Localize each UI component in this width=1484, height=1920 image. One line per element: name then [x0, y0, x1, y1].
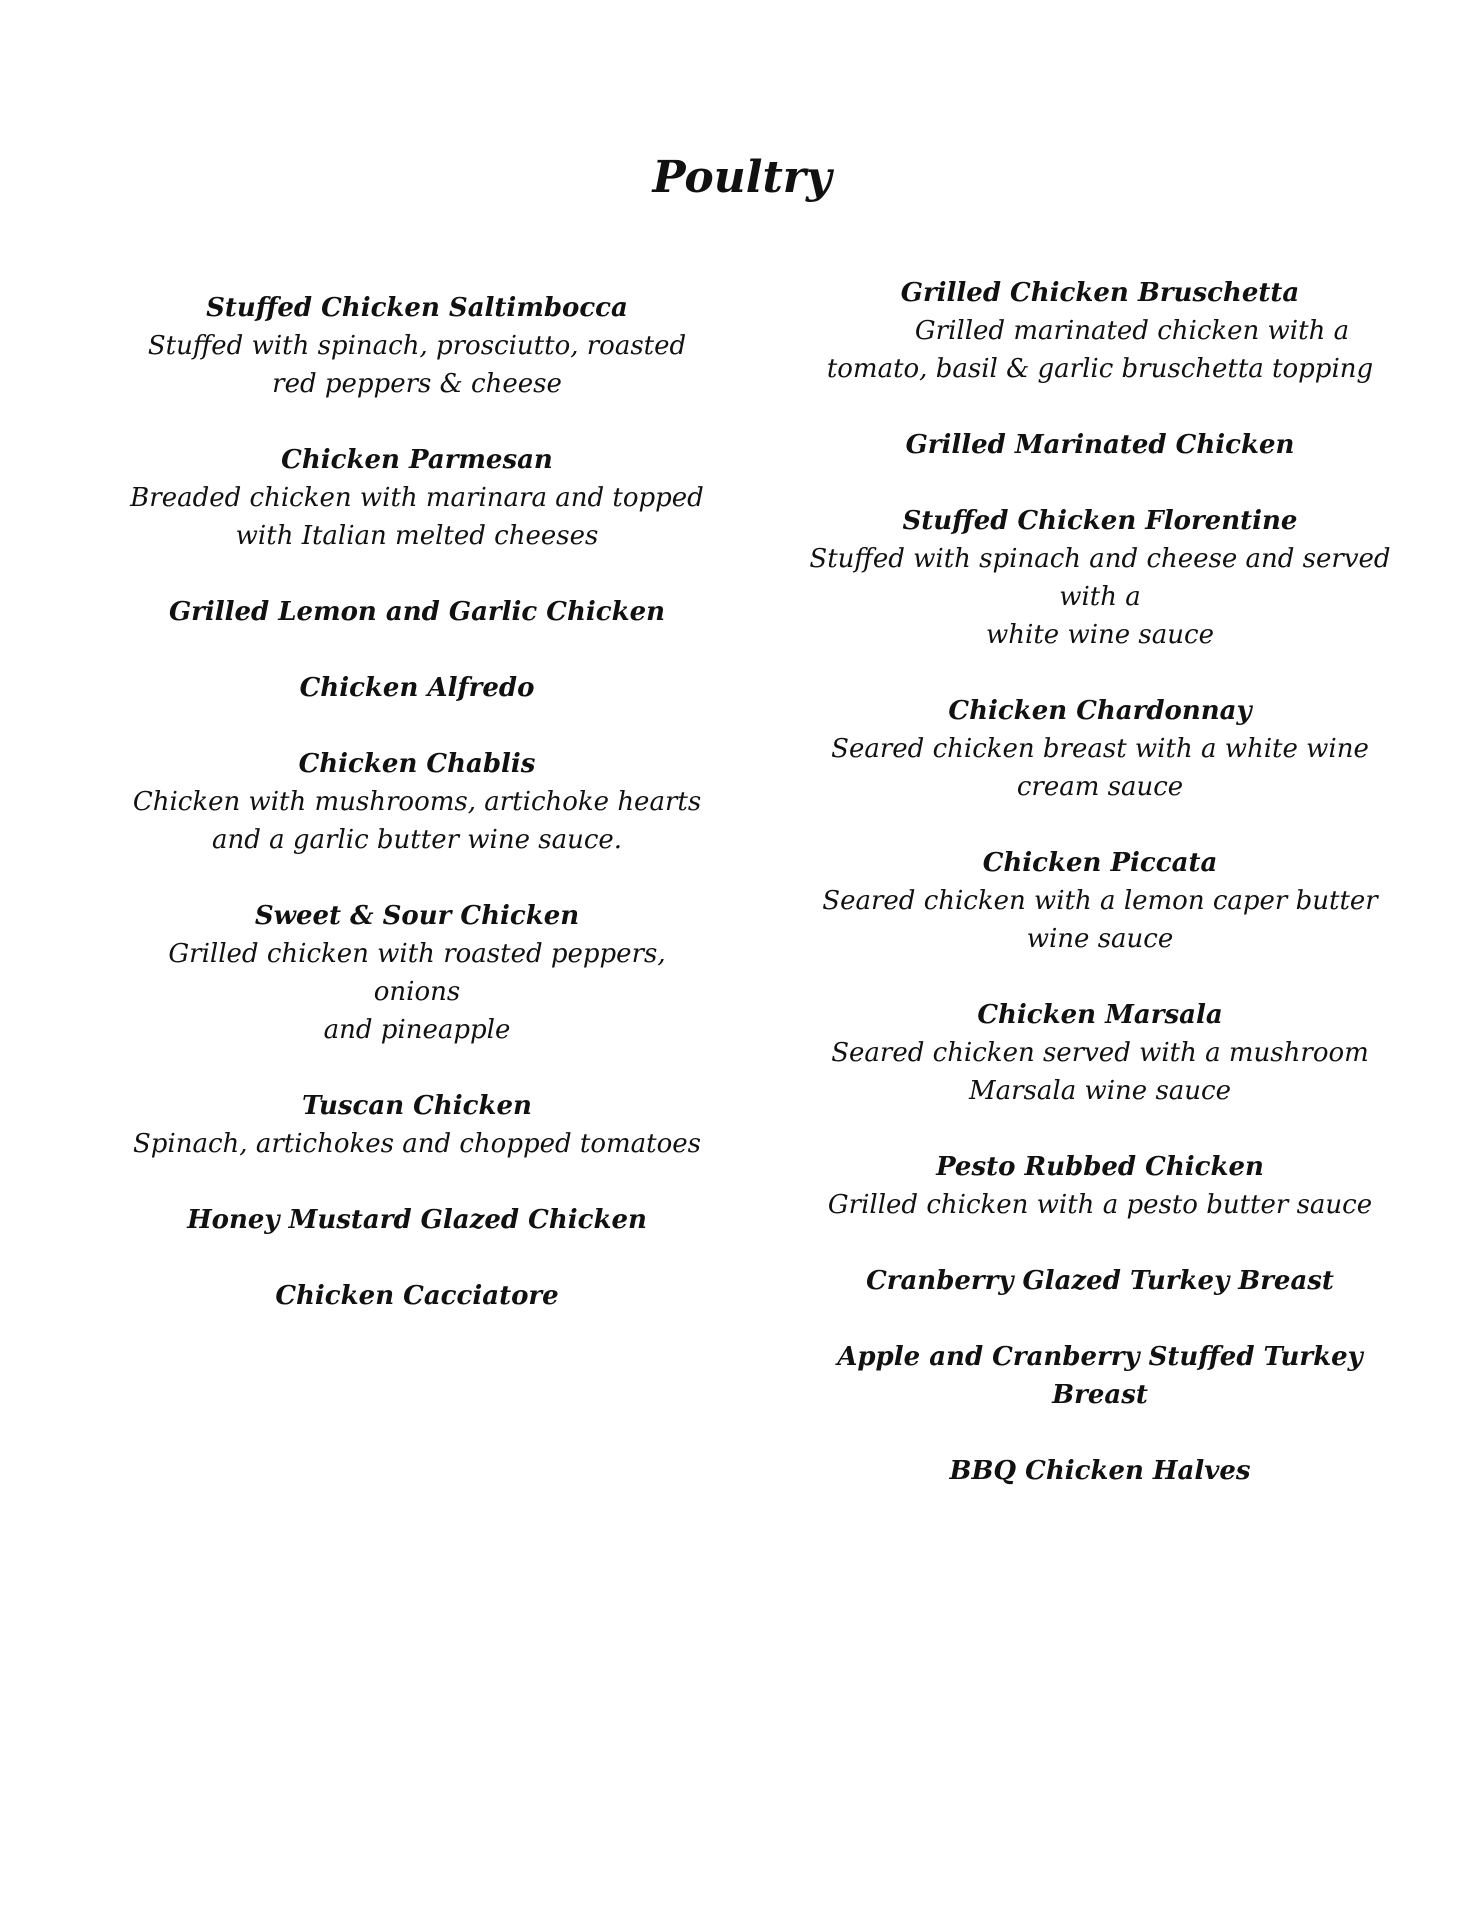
item-description: Spinach, artichokes and chopped tomatoes: [132, 1129, 702, 1159]
item-name: Chicken Alfredo: [299, 673, 535, 703]
menu-item: [122, 745, 712, 859]
menu-item: [805, 844, 1395, 958]
item-name: Grilled Marinated Chicken: [905, 430, 1295, 460]
item-name: Chicken Piccata: [982, 848, 1218, 878]
item-description: Breaded chicken with marinara and topped with Italian melted cheeses: [130, 483, 704, 551]
menu-item: [122, 593, 712, 631]
item-name: Chicken Parmesan: [281, 445, 553, 475]
item-name: Sweet & Sour Chicken: [254, 901, 580, 931]
menu-item: [122, 1201, 712, 1239]
item-name: Stuffed Chicken Florentine: [902, 506, 1298, 536]
item-name: BBQ Chicken Halves: [949, 1456, 1251, 1486]
item-name: Tuscan Chicken: [302, 1091, 532, 1121]
menu-item: [805, 426, 1395, 464]
item-name: Cranberry Glazed Turkey Breast: [866, 1266, 1334, 1296]
item-description: Stuffed with spinach, prosciutto, roasted red peppers & cheese: [147, 331, 687, 399]
item-name: Chicken Chardonnay: [948, 696, 1252, 726]
item-description: Grilled marinated chicken with a tomato, basil & garlic bruschetta topping: [826, 316, 1374, 384]
menu-item: [805, 692, 1395, 806]
menu-item: [805, 502, 1395, 654]
item-description: Seared chicken breast with a white wine cream sauce: [831, 734, 1369, 802]
item-name: Apple and Cranberry Stuffed Turkey Breast: [837, 1342, 1363, 1410]
item-name: Chicken Marsala: [977, 1000, 1223, 1030]
item-description: Seared chicken with a lemon caper butter wine sauce: [822, 886, 1378, 954]
menu-item: [122, 669, 712, 707]
menu-item: [805, 996, 1395, 1110]
item-name: Stuffed Chicken Saltimbocca: [206, 293, 628, 323]
menu-item: [805, 1452, 1395, 1490]
right-menu-column: [805, 274, 1395, 1528]
menu-item: [122, 1277, 712, 1315]
item-description: Grilled chicken with roasted peppers, onions and pineapple: [168, 939, 666, 1045]
menu-item: [805, 1262, 1395, 1300]
menu-item: [122, 441, 712, 555]
menu-item: [805, 274, 1395, 388]
item-name: Honey Mustard Glazed Chicken: [187, 1205, 647, 1235]
page-title: Poultry: [652, 152, 832, 203]
left-menu-column: [122, 289, 712, 1353]
item-name: Grilled Chicken Bruschetta: [900, 278, 1300, 308]
item-name: Grilled Lemon and Garlic Chicken: [168, 597, 666, 627]
menu-item: [122, 897, 712, 1049]
item-name: Chicken Cacciatore: [275, 1281, 559, 1311]
item-name: Chicken Chablis: [298, 749, 536, 779]
menu-item: [122, 289, 712, 403]
menu-item: [122, 1087, 712, 1163]
item-description: Grilled chicken with a pesto butter sauce: [827, 1190, 1373, 1220]
menu-item: [805, 1148, 1395, 1224]
menu-item: [805, 1338, 1395, 1414]
item-description: Seared chicken served with a mushroom Marsala wine sauce: [831, 1038, 1369, 1106]
item-description: Stuffed with spinach and cheese and served with a white wine sauce: [809, 544, 1391, 650]
item-name: Pesto Rubbed Chicken: [936, 1152, 1264, 1182]
item-description: Chicken with mushrooms, artichoke hearts and a garlic butter wine sauce.: [132, 787, 702, 855]
